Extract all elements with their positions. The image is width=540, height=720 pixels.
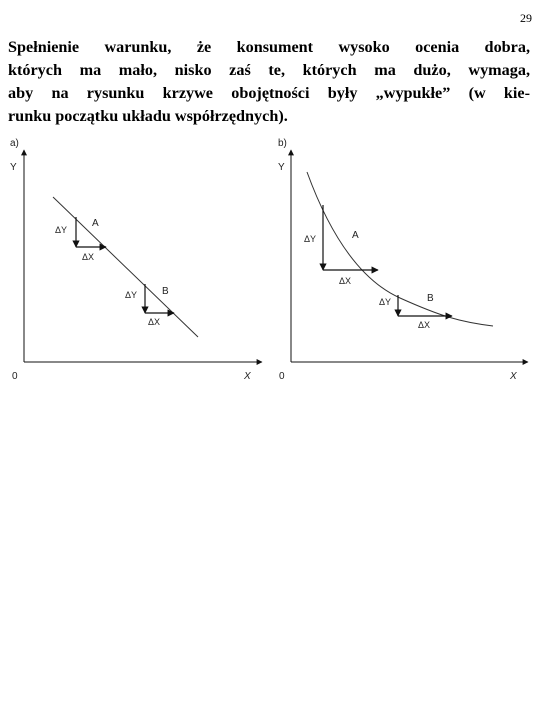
panel-a-delta-y-label-b: ΔY (125, 290, 138, 300)
panel-a-y-axis-label: Y (10, 162, 17, 173)
paragraph-line-4: runku początku układu współrzędnych). (8, 107, 288, 125)
panel-b-point-b-label: B (427, 293, 434, 304)
panel-b-y-axis-label: Y (278, 162, 285, 173)
paragraph-line-2: których ma mało, nisko zaś te, których ma dużo, wymaga, (8, 61, 530, 79)
panel-b-point-a-label: A (352, 230, 359, 241)
panel-b-indifference-curve (307, 172, 493, 326)
paragraph-line-3: aby na rysunku krzywe obojętności były „wypukłe” (w kie- (8, 84, 530, 102)
panel-a-origin-label: 0 (12, 371, 18, 382)
panel-a-delta-x-label-b: ΔX (148, 317, 161, 327)
panel-a-delta-x-label-a: ΔX (82, 252, 95, 262)
panel-a-delta-y-label-a: ΔY (55, 225, 68, 235)
page-number: 29 (520, 11, 532, 25)
panel-a-point-a-label: A (92, 218, 99, 229)
body-paragraph (8, 36, 530, 128)
panel-a-x-axis-label: X (244, 371, 251, 382)
panel-b-x-axis-label: X (510, 371, 517, 382)
panel-a-point-b-label: B (162, 286, 169, 297)
panel-b-origin-label: 0 (279, 371, 285, 382)
panel-b-label: b) (278, 138, 287, 149)
panel-b-delta-y-label-a: ΔY (304, 234, 317, 244)
paragraph-line-1: Spełnienie warunku, że konsument wysoko ocenia dobra, (8, 38, 530, 56)
panel-a-label: a) (10, 138, 19, 149)
panel-b (278, 138, 528, 382)
panel-b-delta-x-label-b: ΔX (418, 320, 431, 330)
panel-b-delta-y-label-b: ΔY (379, 297, 392, 307)
panel-b-delta-x-label-a: ΔX (339, 276, 352, 286)
panel-a-indifference-line (53, 197, 198, 337)
panel-a (10, 138, 262, 382)
indifference-curves-figure (0, 132, 540, 392)
